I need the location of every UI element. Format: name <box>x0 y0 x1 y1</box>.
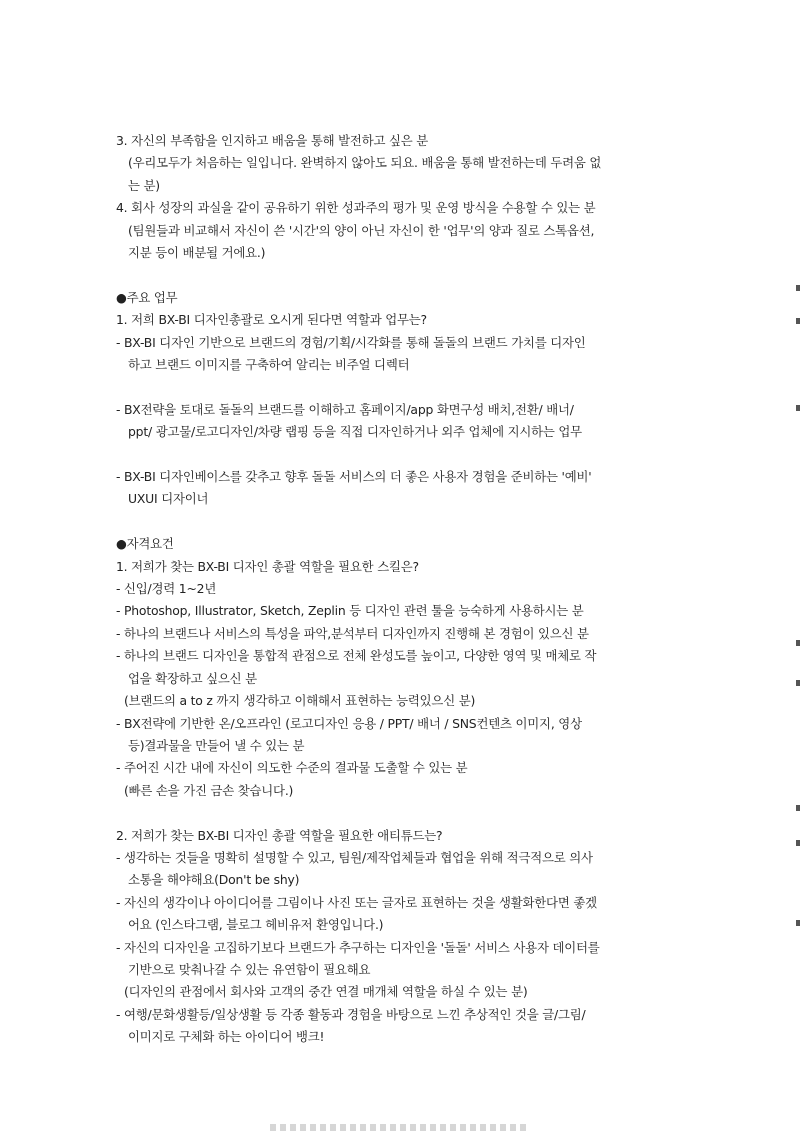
attitude-item-3: - 자신의 디자인을 고집하기보다 브랜드가 추구하는 디자인을 '돌돌' 서비스 사용자 데이터를 <box>116 939 600 955</box>
duty-item-1-cont: 하고 브랜드 이미지를 구축하여 알리는 비주얼 디렉터 <box>128 357 410 373</box>
skill-item-5-cont: 등)결과물을 만들어 낼 수 있는 분 <box>128 737 305 753</box>
intro-item-3: 3. 자신의 부족함을 인지하고 배움을 통해 발전하고 싶은 분 <box>116 133 429 148</box>
intro-item-4-note: (팀원들과 비교해서 자신이 쓴 '시간'의 양이 아닌 자신이 한 '업무'의 양과 질로 스톡옵션, <box>128 222 595 238</box>
edge-mark <box>796 805 800 811</box>
attitude-question: 2. 저희가 찾는 BX-BI 디자인 총괄 역할을 필요한 애티튜드는? <box>116 827 443 843</box>
duties-heading: ●주요 업무 <box>116 289 178 305</box>
duty-item-3-cont: UXUI 디자이너 <box>128 491 209 507</box>
edge-mark <box>796 840 800 846</box>
attitude-item-2: - 자신의 생각이나 아이디어를 그림이나 사진 또는 글자로 표현하는 것을 생활화한다면 좋겠 <box>116 894 597 910</box>
attitude-item-3-cont: 기반으로 맞춰나갈 수 있는 유연함이 필요해요 <box>128 961 371 977</box>
edge-mark <box>796 405 800 411</box>
skill-item-4-note: (브랜드의 a to z 까지 생각하고 이해해서 표현하는 능력있으신 분) <box>124 693 476 709</box>
quals-question: 1. 저희가 찾는 BX-BI 디자인 총괄 역할을 필요한 스킬은? <box>116 558 419 574</box>
spacer <box>116 802 696 824</box>
duty-item-2: - BX전략을 토대로 돌돌의 브랜드를 이해하고 홈페이지/app 화면구성 배치,전환/ 배너/ <box>116 401 574 417</box>
skill-item-2: - Photoshop, Illustrator, Sketch, Zeplin 등 디자인 관련 툴을 능숙하게 사용하시는 분 <box>116 603 584 619</box>
attitude-item-4: - 여행/문화생활등/일상생활 등 각종 활동과 경험을 바탕으로 느낀 추상적인 것을 글/그림/ <box>116 1006 586 1022</box>
spacer <box>116 511 696 533</box>
attitude-item-1: - 생각하는 것들을 명확히 설명할 수 있고, 팀원/제작업체들과 협업을 위해 적극적으로 의사 <box>116 849 593 865</box>
attitude-item-4-cont: 이미지로 구체화 하는 아이디어 뱅크! <box>128 1029 325 1045</box>
intro-item-4: 4. 회사 성장의 과실을 같이 공유하기 위한 성과주의 평가 및 운영 방식을 수용할 수 있는 분 <box>116 200 596 216</box>
skill-item-4: - 하나의 브랜드 디자인을 통합적 관점으로 전체 완성도를 높이고, 다양한 영역 및 매체로 작 <box>116 648 597 664</box>
edge-mark <box>796 318 800 324</box>
attitude-item-2-cont: 어요 (인스타그램, 블로그 헤비유저 환영입니다.) <box>128 917 384 933</box>
spacer <box>116 264 696 286</box>
edge-mark <box>796 680 800 686</box>
intro-item-3-note-cont: 는 분) <box>128 177 160 193</box>
page-footer-cutoff <box>270 1124 530 1131</box>
document-body <box>116 130 696 1049</box>
quals-heading: ●자격요건 <box>116 536 174 552</box>
spacer <box>116 376 696 398</box>
duties-question: 1. 저희 BX-BI 디자인총괄로 오시게 된다면 역할과 업무는? <box>116 312 427 328</box>
spacer <box>116 444 696 466</box>
attitude-item-3-note: (디자인의 관점에서 회사와 고객의 중간 연결 매개체 역할을 하실 수 있는 분) <box>124 984 528 1000</box>
attitude-item-1-cont: 소통을 해야해요(Don't be shy) <box>128 872 300 888</box>
edge-mark <box>796 285 800 291</box>
edge-mark <box>796 640 800 646</box>
skill-item-5: - BX전략에 기반한 온/오프라인 (로고디자인 응용 / PPT/ 배너 / SNS컨텐츠 이미지, 영상 <box>116 715 582 731</box>
skill-item-6-note: (빠른 손을 가진 금손 찾습니다.) <box>124 782 294 798</box>
skill-item-4-cont: 업을 확장하고 싶으신 분 <box>128 670 257 686</box>
duty-item-3: - BX-BI 디자인베이스를 갖추고 향후 돌돌 서비스의 더 좋은 사용자 경험을 준비하는 '예비' <box>116 469 592 485</box>
intro-item-4-note-cont: 지분 등이 배분될 거에요.) <box>128 245 266 261</box>
skill-item-6: - 주어진 시간 내에 자신이 의도한 수준의 결과물 도출할 수 있는 분 <box>116 760 468 776</box>
duty-item-1: - BX-BI 디자인 기반으로 브랜드의 경험/기획/시각화를 통해 돌돌의 브랜드 가치를 디자인 <box>116 334 586 350</box>
skill-item-3: - 하나의 브랜드나 서비스의 특성을 파악,분석부터 디자인까지 진행해 본 경험이 있으신 분 <box>116 625 589 641</box>
intro-item-3-note: (우리모두가 처음하는 일입니다. 완벽하지 않아도 되요. 배움을 통해 발전하는데 두려움 없 <box>128 155 602 171</box>
skill-item-1: - 신입/경력 1~2년 <box>116 581 217 597</box>
edge-mark <box>796 920 800 926</box>
duty-item-2-cont: ppt/ 광고물/로고디자인/차량 랩핑 등을 직접 디자인하거나 외주 업체에 지시하는 업무 <box>128 424 582 440</box>
